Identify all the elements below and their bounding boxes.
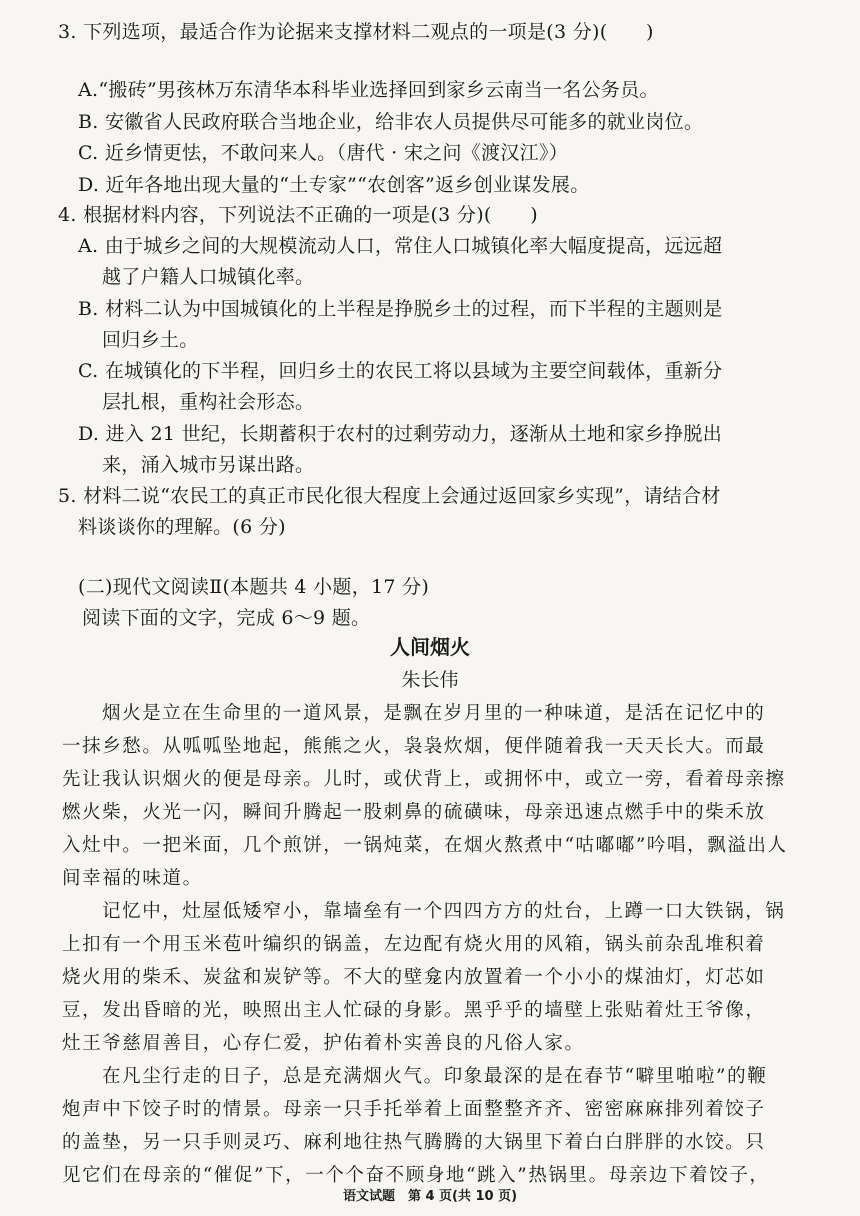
question-5-line1: 5. 材料二说“农民工的真正市民化很大程度上会通过返回家乡实现”，请结合材 [58,485,721,507]
essay-line: 上扣有一个用玉米苞叶编织的锅盖，左边配有烧火用的风箱，锅头前杂乱堆积着 [62,934,766,955]
question-4-option-b-line1: B. 材料二认为中国城镇化的上半程是挣脱乡土的过程，而下半程的主题则是 [78,298,723,320]
question-4-option-d-line2: 来，涌入城市另谋出路。 [102,454,315,476]
essay-line: 烧火用的柴禾、炭盆和炭铲等。不大的壁龛内放置着一个小小的煤油灯，灯芯如 [62,967,766,988]
essay-line: 的盖垫，另一只手则灵巧、麻利地往热气腾腾的大锅里下着白白胖胖的水饺。只 [62,1132,766,1153]
question-4-option-d-line1: D. 进入 21 世纪，长期蓄积于农村的过剩劳动力，逐渐从土地和家乡挣脱出 [78,423,722,445]
essay-line: 烟火是立在生命里的一道风景，是飘在岁月里的一种味道，是活在记忆中的 [102,703,766,724]
question-3-stem: 3. 下列选项，最适合作为论据来支撑材料二观点的一项是(3 分)( ) [58,21,654,43]
question-4-option-b-line2: 回归乡土。 [102,329,199,351]
question-3-option-a: A.“搬砖”男孩林万东清华本科毕业选择回到家乡云南当一名公务员。 [78,79,659,101]
essay-line: 在凡尘行走的日子，总是充满烟火气。印象最深的是在春节“噼里啪啦”的鞭 [102,1066,768,1087]
question-5-line2: 料谈谈你的理解。(6 分) [78,516,286,538]
section-heading: (二)现代文阅读Ⅱ(本题共 4 小题，17 分) [78,576,430,598]
question-4-option-a-line2: 越了户籍人口城镇化率。 [102,266,315,288]
question-3-option-b: B. 安徽省人民政府联合当地企业，给非农人员提供尽可能多的就业岗位。 [78,111,704,133]
essay-line: 豆，发出昏暗的光，映照出主人忙碌的身影。黑乎乎的墙壁上张贴着灶王爷像， [62,1000,766,1021]
question-3-option-c: C. 近乡情更怯，不敢问来人。（唐代 · 宋之问《渡汉江》） [78,142,569,164]
question-4-option-c-line2: 层扎根，重构社会形态。 [102,391,315,413]
essay-line: 见它们在母亲的“催促”下，一个个奋不顾身地“跳入”热锅里。母亲边下着饺子， [62,1165,770,1186]
page-footer: 语文试题 第 4 页(共 10 页) [342,1189,518,1204]
essay-line: 一抹乡愁。从呱呱坠地起，熊熊之火，袅袅炊烟，便伴随着我一天天长大。而最 [62,736,766,757]
essay-line: 先让我认识烟火的便是母亲。儿时，或伏背上，或拥怀中，或立一旁，看着母亲擦 [62,769,786,790]
essay-line: 入灶中。一把米面，几个煎饼，一锅炖菜，在烟火熬煮中“咕嘟嘟”吟唱，飘溢出人 [62,835,788,856]
essay-line: 灶王爷慈眉善目，心存仁爱，护佑着朴实善良的凡俗人家。 [62,1033,585,1054]
essay-line: 间幸福的味道。 [62,868,203,889]
essay-line: 炮声中下饺子时的情景。母亲一只手托举着上面整整齐齐、密密麻麻排列着饺子 [62,1099,766,1120]
question-4-option-a-line1: A. 由于城乡之间的大规模流动人口，常住人口城镇化率大幅度提高，远远超 [78,235,723,257]
question-4-stem: 4. 根据材料内容，下列说法不正确的一项是(3 分)( ) [58,204,538,226]
essay-author: 朱长伟 [401,669,459,691]
essay-title: 人间烟火 [390,635,470,659]
question-4-option-c-line1: C. 在城镇化的下半程，回归乡土的农民工将以县域为主要空间载体，重新分 [78,360,723,382]
question-3-option-d: D. 近年各地出现大量的“土专家”“农创客”返乡创业谋发展。 [78,174,590,196]
section-instruction: 阅读下面的文字，完成 6～9 题。 [82,607,371,629]
essay-line: 燃火柴，火光一闪，瞬间升腾起一股刺鼻的硫磺味，母亲迅速点燃手中的柴禾放 [62,802,766,823]
essay-line: 记忆中，灶屋低矮窄小，靠墙垒有一个四四方方的灶台，上蹲一口大铁锅，锅 [102,901,786,922]
